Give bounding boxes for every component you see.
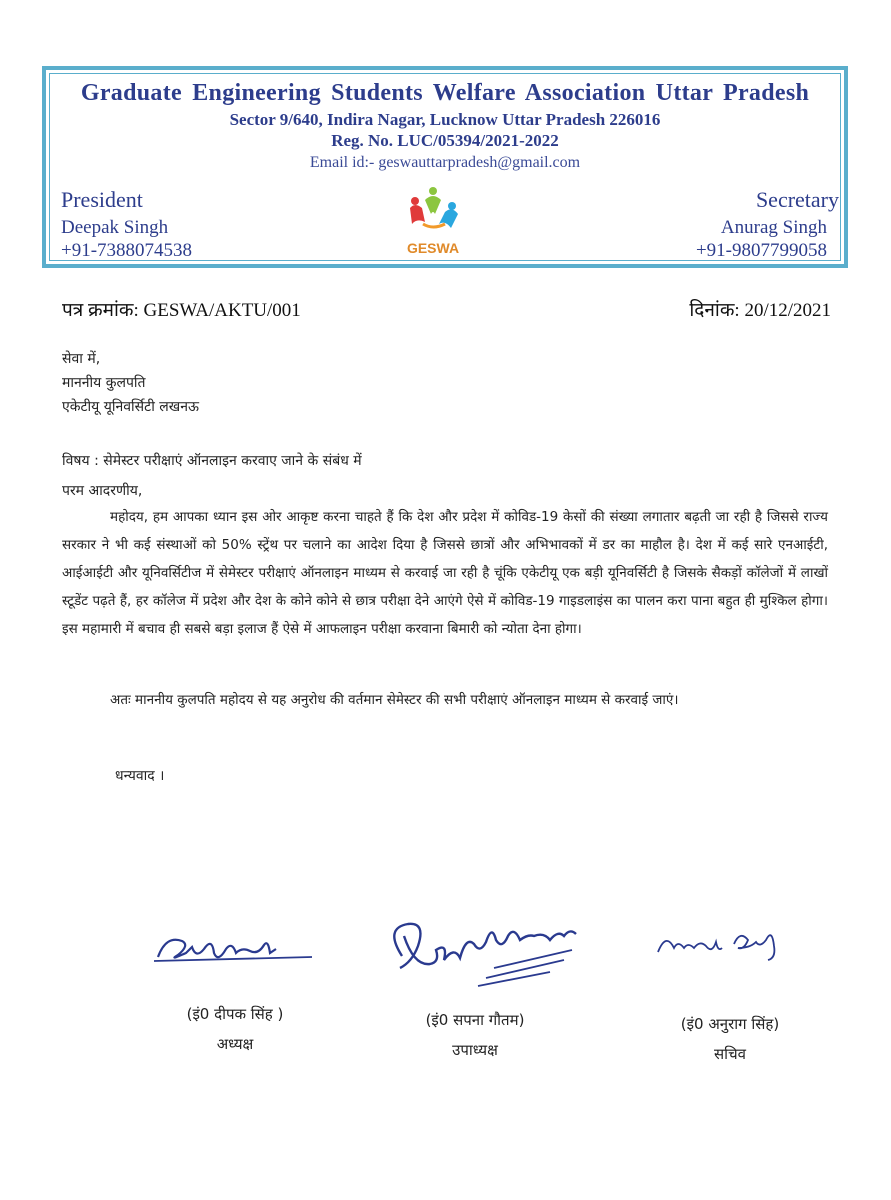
org-email: Email id:- geswauttarpradesh@gmail.com — [309, 154, 581, 171]
recipient-line-3: एकेटीयू यूनिवर्सिटी लखनऊ — [62, 399, 199, 415]
letterhead — [42, 66, 848, 268]
letter-date: दिनांक: 20/12/2021 — [689, 300, 831, 321]
president-title: President — [61, 187, 143, 212]
signatory-designation: अध्यक्ष — [216, 1035, 254, 1053]
logo-text: GESWA — [406, 240, 460, 256]
secretary-title: Secretary — [755, 187, 839, 212]
president-name: Deepak Singh — [61, 217, 169, 238]
secretary-block — [696, 187, 839, 262]
signatory-name: (इं0 अनुराग सिंह) — [680, 1015, 780, 1033]
letter-reference: पत्र क्रमांक: GESWA/AKTU/001 — [62, 300, 301, 321]
letter-subject: विषय : सेमेस्टर परीक्षाएं ऑनलाइन करवाए जाने के संबंध में — [62, 453, 362, 469]
signatory-secretary — [645, 1014, 815, 1064]
signature-deepak-singh — [152, 927, 317, 972]
org-name: Graduate Engineering Students Welfare Association Uttar Pradesh — [80, 80, 810, 106]
body-paragraph-1: महोदय, हम आपका ध्यान इस ओर आकृष्ट करना चाहते हैं कि देश और प्रदेश में कोविड-19 केसों की संख्या लगातार बढ़ती जा रही है जिससे राज्य सरकार ने भी कई संस्थाओं को 50% स्ट्रेंथ पर चलाने का आदेश दिया है जिससे छात्रों और अभिभावकों में डर का माहौल है। देश में कई सारे एनआईटी, आईआईटी और यूनिवर्सिटीज में सेमेस्टर परीक्षाएं ऑनलाइन माध्यम से करवाई जा रही है चूंकि एकेटीयू एक बड़ी यूनिवर्सिटी है जिसके सैकड़ों कॉलेजों में लाखों स्टूडेंट पढ़ते हैं, हर कॉलेज में प्रदेश और देश के कोने कोने से छात्र परीक्षा देने आएंगे ऐसे में कोविड-19 गाइडलाइंस का पालन करा पाना बहुत ही मुश्किल होगा। इस महामारी में बचाव ही सबसे बड़ा इलाज हैं ऐसे में आफलाइन परीक्षा करवाना बिमारी को न्योता देना होगा। — [62, 509, 828, 637]
president-phone: +91-7388074538 — [61, 240, 193, 261]
closing-thanks: धन्यवाद । — [115, 768, 165, 784]
signatory-vice-president — [400, 1010, 550, 1060]
secretary-name: Anurag Singh — [720, 217, 827, 238]
org-address: Sector 9/640, Indira Nagar, Lucknow Uttar Pradesh 226016 — [229, 110, 661, 129]
signatory-name: (इं0 सपना गौतम) — [425, 1011, 525, 1029]
signature-sapna-gautam — [374, 906, 599, 1001]
body-paragraph-2: अतः माननीय कुलपति महोदय से यह अनुरोध की वर्तमान सेमेस्टर की सभी परीक्षाएं ऑनलाइन माध्यम से करवाई जाएं। — [110, 692, 679, 708]
secretary-phone: +91-9807799058 — [695, 240, 827, 261]
logo-figures-icon — [401, 184, 465, 238]
recipient-line-1: सेवा में, — [62, 351, 101, 367]
geswa-logo — [401, 184, 465, 256]
signatory-designation: उपाध्यक्ष — [452, 1041, 498, 1059]
salutation: परम आदरणीय, — [62, 483, 143, 499]
signatory-name: (इं0 दीपक सिंह ) — [186, 1005, 284, 1023]
recipient-line-2: माननीय कुलपति — [62, 375, 146, 391]
signatory-president — [160, 1004, 310, 1054]
signature-anurag-singh — [648, 918, 793, 963]
signatory-designation: सचिव — [714, 1045, 746, 1063]
org-registration: Reg. No. LUC/05394/2021-2022 — [331, 131, 559, 150]
president-block — [61, 187, 192, 262]
